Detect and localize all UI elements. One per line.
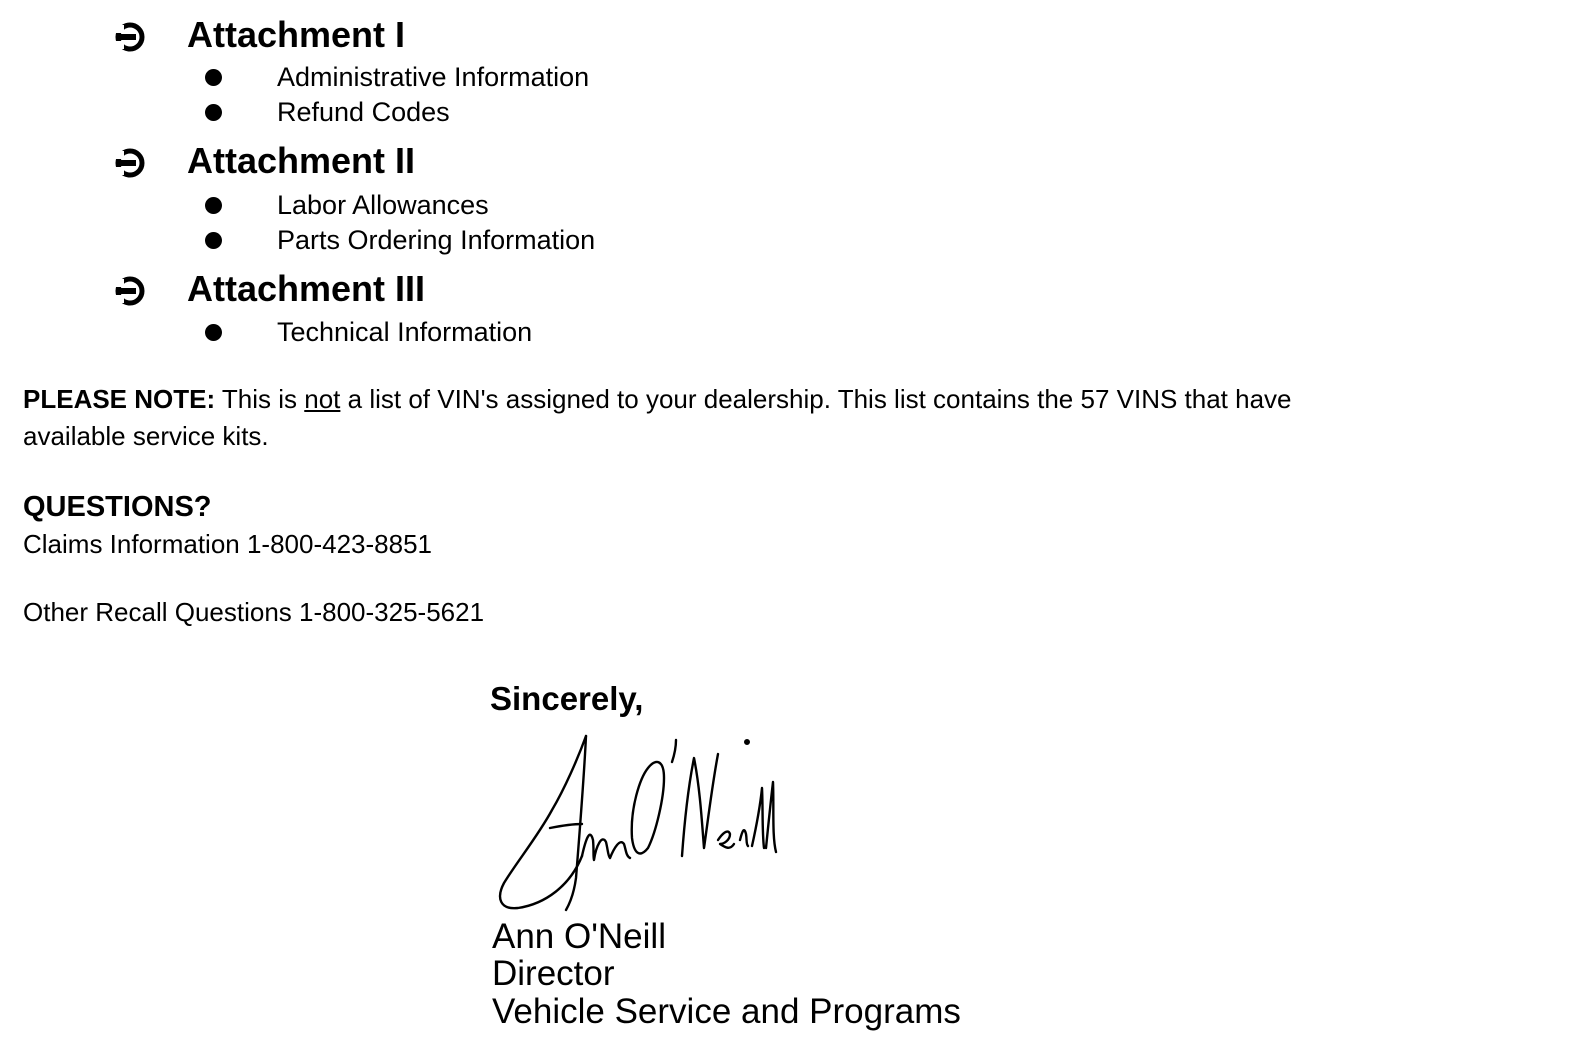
recall-questions: Other Recall Questions 1-800-325-5621 [23, 597, 485, 627]
attachment-1-title: Attachment I [187, 14, 406, 55]
closing-salutation: Sincerely, [490, 680, 644, 717]
bullet-icon [205, 324, 222, 341]
attachment-2-title: Attachment II [187, 140, 416, 181]
signer-name: Ann O'Neill [492, 917, 666, 956]
questions-heading: QUESTIONS? [23, 491, 212, 523]
claims-information: Claims Information 1-800-423-8851 [23, 529, 432, 559]
bullet-icon [205, 69, 222, 86]
signer-department: Vehicle Service and Programs [492, 992, 961, 1031]
arrow-bullet-icon [115, 22, 145, 52]
please-note-line-2: available service kits. [23, 421, 269, 451]
attachment-3-item-1: Technical Information [277, 317, 533, 347]
bullet-icon [205, 232, 222, 249]
attachment-1-item-1: Administrative Information [277, 62, 590, 92]
arrow-bullet-icon [115, 276, 145, 306]
please-note-line-1 [23, 381, 1292, 418]
attachment-3-title: Attachment III [187, 268, 426, 309]
signer-title: Director [492, 954, 615, 993]
please-note-label: PLEASE NOTE: [23, 384, 216, 414]
note-emphasis: not [304, 384, 341, 414]
arrow-bullet-icon [115, 148, 145, 178]
attachment-1-item-2: Refund Codes [277, 97, 450, 127]
bullet-icon [205, 197, 222, 214]
attachment-2-item-2: Parts Ordering Information [277, 225, 596, 255]
note-text: a list of VIN's assigned to your dealership. This list contains the 57 VINS that have [340, 384, 1292, 414]
signature-image [490, 728, 790, 918]
bullet-icon [205, 104, 222, 121]
attachment-2-item-1: Labor Allowances [277, 190, 489, 220]
note-text: This is [215, 384, 305, 414]
